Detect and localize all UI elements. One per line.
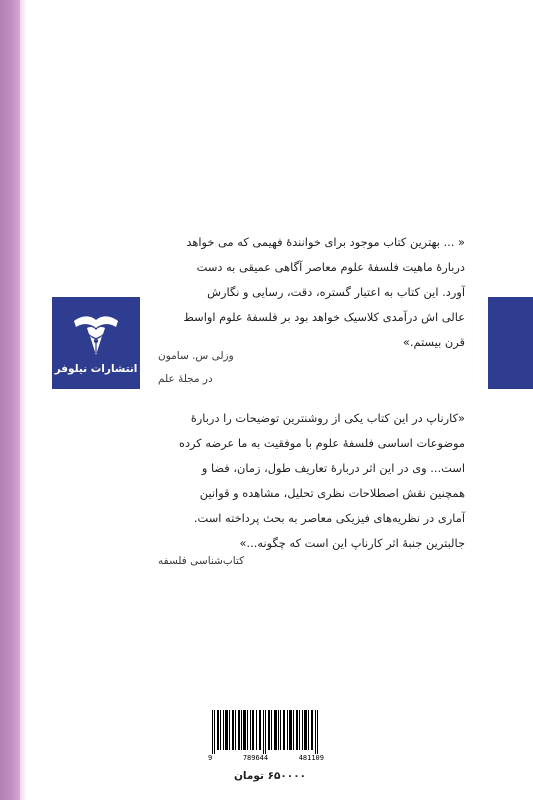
price-label: ۶۵۰۰۰۰ تومان	[233, 770, 307, 782]
quote-2-line: جالبترین جنبهٔ اثر کارناپ این است که چگونه...»	[239, 536, 465, 550]
quote-1-line: دربارهٔ ماهیت فلسفهٔ علوم معاصر آگاهی عمیقی به دست	[196, 260, 465, 274]
pen-nib-book-logo-icon	[70, 307, 122, 359]
right-color-tab	[488, 297, 533, 389]
quote-2	[158, 406, 465, 556]
quote-2-line: همچنین نقش اصطلاحات نظری تحلیل، مشاهده و قوانین	[199, 486, 465, 500]
quote-2-line: موضوعات اساسی فلسفهٔ علوم با موفقیت به ما عرضه کرده	[178, 436, 465, 450]
isbn-barcode	[206, 708, 326, 770]
isbn-group-1: 789644	[242, 754, 269, 762]
quote-1-source: در مجلهٔ علم	[158, 373, 213, 385]
quote-2-line: آماری در نظریه‌های فیزیکی معاصر به بحث پرداخته است.	[193, 511, 465, 525]
quote-2-line: «کارناپ در این کتاب یکی از روشنترین توضیحات را دربارهٔ	[190, 411, 465, 425]
quote-1-line: آورد. این کتاب به اعتبار گستره، دقت، رسایی و نگارش	[207, 285, 465, 299]
isbn-digits	[208, 754, 324, 762]
quote-1	[158, 230, 465, 355]
publisher-logo-panel	[52, 297, 140, 389]
isbn-prefix: 9	[208, 754, 213, 762]
publisher-name: انتشارات نیلوفر	[54, 363, 138, 375]
quote-2-line: است... وی در این اثر دربارهٔ تعاریف طول، زمان، فضا و	[201, 461, 465, 475]
quote-1-attribution: وزلی س. سامون	[158, 350, 234, 362]
spine-strip-fade	[20, 0, 27, 800]
quote-1-line: قرن بیستم.»	[402, 335, 465, 349]
quote-1-line: عالی اش درآمدی کلاسیک خواهد بود بر فلسفهٔ علوم اواسط	[183, 310, 465, 324]
isbn-group-2: 481109	[298, 754, 324, 762]
spine-strip	[0, 0, 20, 800]
quote-2-source: کتاب‌شناسی فلسفه	[158, 555, 245, 567]
barcode-bars-icon	[212, 710, 320, 754]
quote-1-line: « ... بهترین کتاب موجود برای خوانندهٔ فهیمی که می خواهد	[186, 235, 465, 249]
